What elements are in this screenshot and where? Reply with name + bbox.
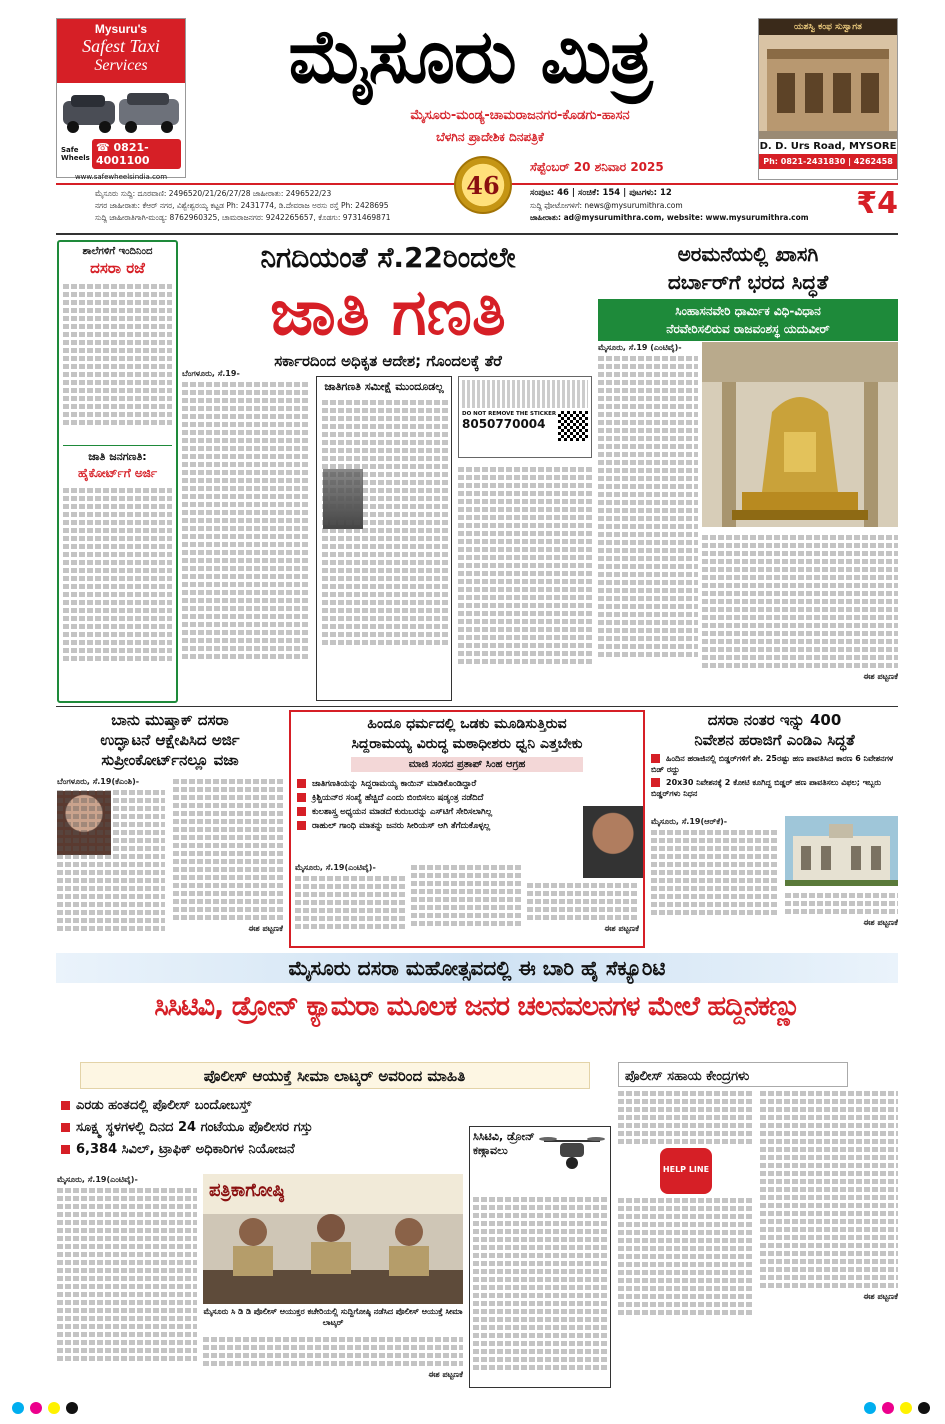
sticker-number: 8050770004 — [462, 417, 546, 431]
ad-right-address: D. D. Urs Road, MYSORE — [759, 141, 897, 152]
qr-code-icon — [558, 411, 588, 441]
lead-body-col3 — [458, 464, 592, 700]
security-main-story — [57, 1062, 612, 1392]
press-meet-banner: ಪತ್ರಿಕಾಗೋಷ್ಠಿ — [209, 1180, 285, 1201]
districts-line: ಮೈಸೂರು-ಮಂಡ್ಯ-ಚಾಮರಾಜನಗರ-ಕೊಡಗು-ಹಾಸನ — [410, 108, 630, 123]
ads-line[interactable]: ಜಾಹೀರಾತು: ad@mysurumithra.com, website: www.mysurumithra.com — [530, 213, 809, 222]
caste-census-kicker: ಜಾತಿ ಜನಗಣತಿ: — [88, 450, 147, 463]
census-sticker — [458, 376, 592, 458]
ad-title-line3: Services — [94, 57, 148, 74]
banu-dateline: ಬೆಂಗಳೂರು, ಸೆ.19(ಕೆಎಂಶಿ)- — [57, 777, 140, 786]
banu-headline-3: ಸುಪ್ರೀಂಕೋರ್ಟ್‌ನಲ್ಲೂ ವಜಾ — [101, 751, 239, 769]
pratap-simha-photo — [583, 806, 643, 878]
banu-body-col1 — [57, 776, 165, 946]
help-centres-headline: ಪೊಲೀಸ್ ಸಹಾಯ ಕೇಂದ್ರಗಳು — [625, 1069, 750, 1084]
hindu-headline-1: ಹಿಂದೂ ಧರ್ಮದಲ್ಲಿ ಒಡಕು ಮೂಡಿಸುತ್ತಿರುವ — [367, 716, 567, 732]
drone-sidebar-headline: ಸಿಸಿಟಿವಿ, ಡ್ರೋನ್ ಕಣ್ಗಾವಲು — [473, 1130, 535, 1157]
lead-headline: ಜಾತಿ ಗಣತಿ — [270, 275, 506, 350]
hindu-bullet-1: ಜಾತಿಗಣತಿಯನ್ನು ಸಿದ್ದರಾಮಯ್ಯ ಕಾಯಿನ್ ಮಾಡಿಕೊಂಡಿದ್ದಾರೆ — [297, 777, 575, 791]
lead-dateline: ಬೆಂಗಳೂರು, ಸೆ.19- — [182, 369, 240, 378]
left-column — [57, 240, 178, 703]
palace-headline-2: ದರ್ಬಾರ್‌ಗೆ ಭರದ ಸಿದ್ಧತೆ — [667, 270, 829, 294]
banu-headline-1: ಬಾನು ಮುಷ್ತಾಕ್ ದಸರಾ — [111, 711, 229, 729]
help-signature: ಈಶ ಪಟ್ಟಣಕೆ — [863, 1292, 898, 1301]
ad-website[interactable]: www.safewheelsindia.com — [74, 173, 168, 181]
security-headline: ಸಿಸಿಟಿವಿ, ಡ್ರೋನ್ ಕ್ಯಾಮರಾ ಮೂಲಕ ಜನರ ಚಲನವಲನಗಳ ಮೇಲೆ ಹದ್ದಿನಕಣ್ಣು — [154, 991, 800, 1022]
ad-right-phone: Ph: 0821-2431830 | 4262458 — [759, 154, 897, 169]
palace-dateline: ಮೈಸೂರು, ಸೆ.19 (ಎಂಟಿವೈ)- — [598, 343, 682, 352]
contact-block — [95, 188, 435, 224]
hindu-dateline: ಮೈಸೂರು, ಸೆ.19(ಎಂಟಿವೈ)- — [295, 863, 376, 872]
banu-story — [57, 710, 283, 948]
lead-sidebar-headline: ಜಾತಿಗಣತಿ ಸಮೀಕ್ಷೆ ಮುಂದೂಡಲ್ಲ — [324, 380, 444, 393]
security-subhead: ಪೊಲೀಸ್ ಆಯುಕ್ತೆ ಸೀಮಾ ಲಾಟ್ಕರ್ ಅವರಿಂದ ಮಾಹಿತಿ — [203, 1067, 466, 1085]
mda-story — [651, 710, 898, 948]
security-subhead-box — [80, 1062, 590, 1089]
security-dateline: ಮೈಸೂರು, ಸೆ.19(ಎಂಟಿವೈ)- — [57, 1175, 138, 1184]
help-body-col1 — [618, 1088, 754, 1388]
hindu-bullet-2: ಕ್ರಿಶ್ಚಿಯನ್‌ರ ಸಂಖ್ಯೆ ಹೆಚ್ಚಿದೆ ಎಂದು ಬಿಂಬಿಸಲು ಷಡ್ಯಂತ್ರ ನಡೆದಿದೆ — [297, 791, 575, 805]
ad-title-line1: Mysuru's — [94, 22, 148, 36]
security-body-col2 — [203, 1334, 463, 1384]
help-body-col2 — [760, 1088, 898, 1388]
palace-green-banner — [598, 299, 898, 341]
banu-body-col2 — [173, 776, 283, 946]
mda-building-photo — [785, 816, 898, 886]
palace-body-col1 — [598, 342, 698, 702]
ad-safe-wheels[interactable] — [56, 18, 186, 181]
ad-right-header: ಯಶಸ್ವಿ ಕಂಫ ಸುಸ್ವಾಗತ — [759, 19, 897, 35]
palace-headline-1: ಅರಮನೆಯಲ್ಲಿ ಖಾಸಗಿ — [677, 242, 819, 266]
mda-bullet-1: ಹಿಂದಿನ ಹರಾಜಿನಲ್ಲಿ ಬಿಡ್ಡರ್‌ಗಳಿಗೆ ಶೇ. 25ರಷ್ಟು ಹಣ ಪಾವತಿಸಿದ ಕಾರಣ 6 ನಿವೇಶನಗಳ ಬಿಡ್ ರದ್ದು — [651, 754, 894, 774]
color-registration-marks — [0, 1398, 945, 1420]
mda-bullet-2: 20x30 ನಿವೇಶನಕ್ಕೆ 2 ಕೋಟಿ ಕೂಗಿದ್ದ ಬಿಡ್ಡರ್ ಹಣ ಪಾವತಿಸಲು ವಿಫಲ; ಇಬ್ಬರು ಬಿಡ್ಡರ್‌ಗಳು ನಿಧನ — [651, 778, 881, 798]
lead-kicker: ನಿಗದಿಯಂತೆ ಸೆ.22ರಿಂದಲೇ — [260, 241, 516, 274]
ad-phone: 0821-4001100 — [96, 141, 150, 167]
security-banner — [56, 953, 898, 983]
email-line[interactable]: ಸುದ್ದಿ ಫೋಟೋಗಳಿಗೆ: news@mysurumithra.com — [530, 201, 683, 210]
hindu-headline-2: ಸಿದ್ದರಾಮಯ್ಯ ವಿರುದ್ಧ ಮಠಾಧೀಶರು ಧ್ವನಿ ಎತ್ತಬೇಕು — [351, 736, 583, 752]
building-image — [759, 35, 897, 139]
mda-headline-1: ದಸರಾ ನಂತರ ಇನ್ನು 400 — [707, 711, 842, 729]
anniversary-badge — [447, 140, 519, 230]
mda-dateline: ಮೈಸೂರು, ಸೆ.19(ಆರ್‌ಕೆ)- — [651, 817, 728, 826]
years-count: 46 — [466, 170, 500, 200]
masthead — [0, 0, 945, 238]
press-meet-caption: ಮೈಸೂರು ಸಿ ಡಿ ಡಿ ಪೊಲೀಸ್ ಆಯುಕ್ತರ ಕಚೇರಿಯಲ್ಲಿ ಸುದ್ದಿಗೋಷ್ಠಿ ನಡೆಸಿದ ಪೊಲೀಸ್ ಆಯುಕ್ತೆ ಸೀಮಾ ಲಾಟ್ಕರ್ — [203, 1307, 463, 1327]
palace-body-col2 — [702, 532, 898, 702]
drone-icon — [538, 1131, 606, 1177]
banu-signature: ಈಶ ಪಟ್ಟಣಕೆ — [248, 924, 283, 933]
phone-icon: ☎ — [96, 141, 114, 154]
lead-story — [182, 240, 594, 703]
school-holiday-body — [63, 281, 172, 441]
mda-headline-2: ನಿವೇಶನ ಹರಾಜಿಗೆ ಎಂಡಿಎ ಸಿದ್ಧತೆ — [694, 731, 855, 749]
lead-body-col1 — [182, 368, 310, 700]
tagline: ಬೆಳಗಿನ ಪ್ರಾದೇಶಿಕ ದಿನಪತ್ರಿಕೆ — [436, 130, 544, 144]
banu-headline-2: ಉದ್ಘಾಟನೆ ಆಕ್ಷೇಪಿಸಿದ ಅರ್ಜಿ — [100, 731, 240, 749]
golden-throne-photo — [702, 342, 898, 527]
security-body-col1 — [57, 1174, 197, 1384]
lead-sidebar — [316, 376, 452, 701]
help-centres-story — [618, 1062, 898, 1392]
issue-info: ಸಂಪುಟ: 46 | ಸಂಚಿಕೆ: 154 | ಪುಟಗಳು: 12 — [530, 188, 672, 198]
security-bullet-3: 6,384 ಸಿವಿಲ್, ಟ್ರಾಫಿಕ್ ಅಧಿಕಾರಿಗಳ ನಿಯೋಜನೆ — [61, 1139, 608, 1161]
palace-story — [598, 240, 898, 703]
hindu-subhead: ಮಾಜಿ ಸಂಸದ ಪ್ರತಾಪ್ ಸಿಂಹ ಆಗ್ರಹ — [351, 757, 583, 772]
caste-census-headline: ಹೈಕೋರ್ಟ್‌ಗೆ ಅರ್ಜಿ — [77, 466, 158, 480]
hindu-story — [289, 710, 645, 948]
ad-brand: Safe Wheels — [61, 146, 90, 162]
palace-signature: ಈಶ ಪಟ್ಟಣಕೆ — [863, 672, 898, 681]
newspaper-title: ಮೈಸೂರು ಮಿತ್ರ — [288, 14, 652, 100]
hindu-bullet-3: ಕುಲಶಾಸ್ತ್ರ ಅಧ್ಯಯನ ಮಾಡದೆ ಕುರುಬರನ್ನು ಎಸ್‌ಟಿಗೆ ಸೇರಿಸಲಾಗಿಲ್ಲ — [297, 805, 575, 819]
mda-body-col2 — [785, 890, 898, 946]
mda-signature: ಈಶ ಪಟ್ಟಣಕೆ — [863, 918, 898, 927]
hindu-body-col2 — [411, 862, 521, 946]
contact-line2: ನಗರ ಜಾಹೀರಾತು: ಕೆಆರ್ ನಗರ, ವಿಶ್ವೇಶ್ವರಯ್ಯ ಕಟ್ಟಡ Ph: 2431774, ಡಿ.ದೇವರಾಜ ಅರಸು ರಸ್ತೆ Ph: 2428695 — [95, 201, 389, 210]
school-holiday-headline: ದಸರಾ ರಜೆ — [90, 259, 145, 277]
sticker-note: DO NOT REMOVE THE STICKER — [462, 411, 557, 417]
palace-green-line2: ನೆರವೇರಿಸಲಿರುವ ರಾಜವಂಶಸ್ಥ ಯದುವೀರ್ — [666, 322, 830, 336]
hindu-signature: ಈಶ ಪಟ್ಟಣಕೆ — [604, 924, 639, 933]
help-centres-box — [618, 1062, 848, 1087]
helpline-phone-icon: HELP LINE — [660, 1148, 712, 1194]
drone-sidebar — [469, 1126, 611, 1388]
mda-body-col1 — [651, 816, 779, 946]
caste-census-body — [63, 485, 172, 685]
security-banner-text: ಮೈಸೂರು ದಸರಾ ಮಹೋತ್ಸವದಲ್ಲಿ ಈ ಬಾರಿ ಹೈ ಸೆಕ್ಯೂರಿಟಿ — [288, 956, 666, 980]
hindu-body-col3 — [527, 880, 639, 946]
hindu-bullet-4: ರಾಹುಲ್ ಗಾಂಧಿ ಮಾತನ್ನು ಜನರು ಸೀರಿಯಸ್ ಆಗಿ ತೆಗೆದುಕೊಳ್ಳಲ್ಲ — [297, 819, 575, 833]
palace-green-line1: ಸಿಂಹಾಸನವೇರಿ ಧಾರ್ಮಿಕ ವಿಧಿ-ವಿಧಾನ — [675, 304, 821, 318]
security-signature: ಈಶ ಪಟ್ಟಣಕೆ — [428, 1370, 463, 1379]
security-bullet-1: ಎರಡು ಹಂತದಲ್ಲಿ ಪೊಲೀಸ್ ಬಂದೋಬಸ್ತ್ — [61, 1095, 608, 1117]
issue-date: ಸೆಪ್ಟೆಂಬರ್ 20 ಶನಿವಾರ 2025 — [530, 160, 664, 174]
ad-yashasvi[interactable] — [758, 18, 898, 180]
taxi-cars-image — [57, 87, 185, 137]
lead-subhead: ಸರ್ಕಾರದಿಂದ ಅಧಿಕೃತ ಆದೇಶ; ಗೊಂದಲಕ್ಕೆ ತೆರೆ — [274, 352, 502, 370]
ad-title — [57, 19, 185, 83]
ad-title-line2: Safest Taxi — [82, 36, 160, 56]
contact-line3: ಸುದ್ದಿ ಜಾಹೀರಾತಿಗಾಗಿ-ಮಂಡ್ಯ: 8762960325, ಚಾಮರಾಜನಗರ: 9242265657, ಕೊಡಗು: 9731469871 — [95, 213, 391, 222]
contact-line1: ಮೈಸೂರು ಸುದ್ದಿ: ದೂರವಾಣಿ: 2496520/21/26/27/28 ಜಾಹೀರಾತು: 2496522/23 — [95, 189, 332, 198]
hindu-body-col1 — [295, 862, 405, 946]
price: ₹4 — [856, 186, 898, 221]
school-holiday-kicker: ಶಾಲೆಗಳಿಗೆ ಇಂದಿನಿಂದ — [82, 246, 153, 257]
security-bullet-2: ಸೂಕ್ಷ್ಮ ಸ್ಥಳಗಳಲ್ಲಿ ದಿನದ 24 ಗಂಟೆಯೂ ಪೊಲೀಸರ ಗಸ್ತು — [61, 1117, 608, 1139]
